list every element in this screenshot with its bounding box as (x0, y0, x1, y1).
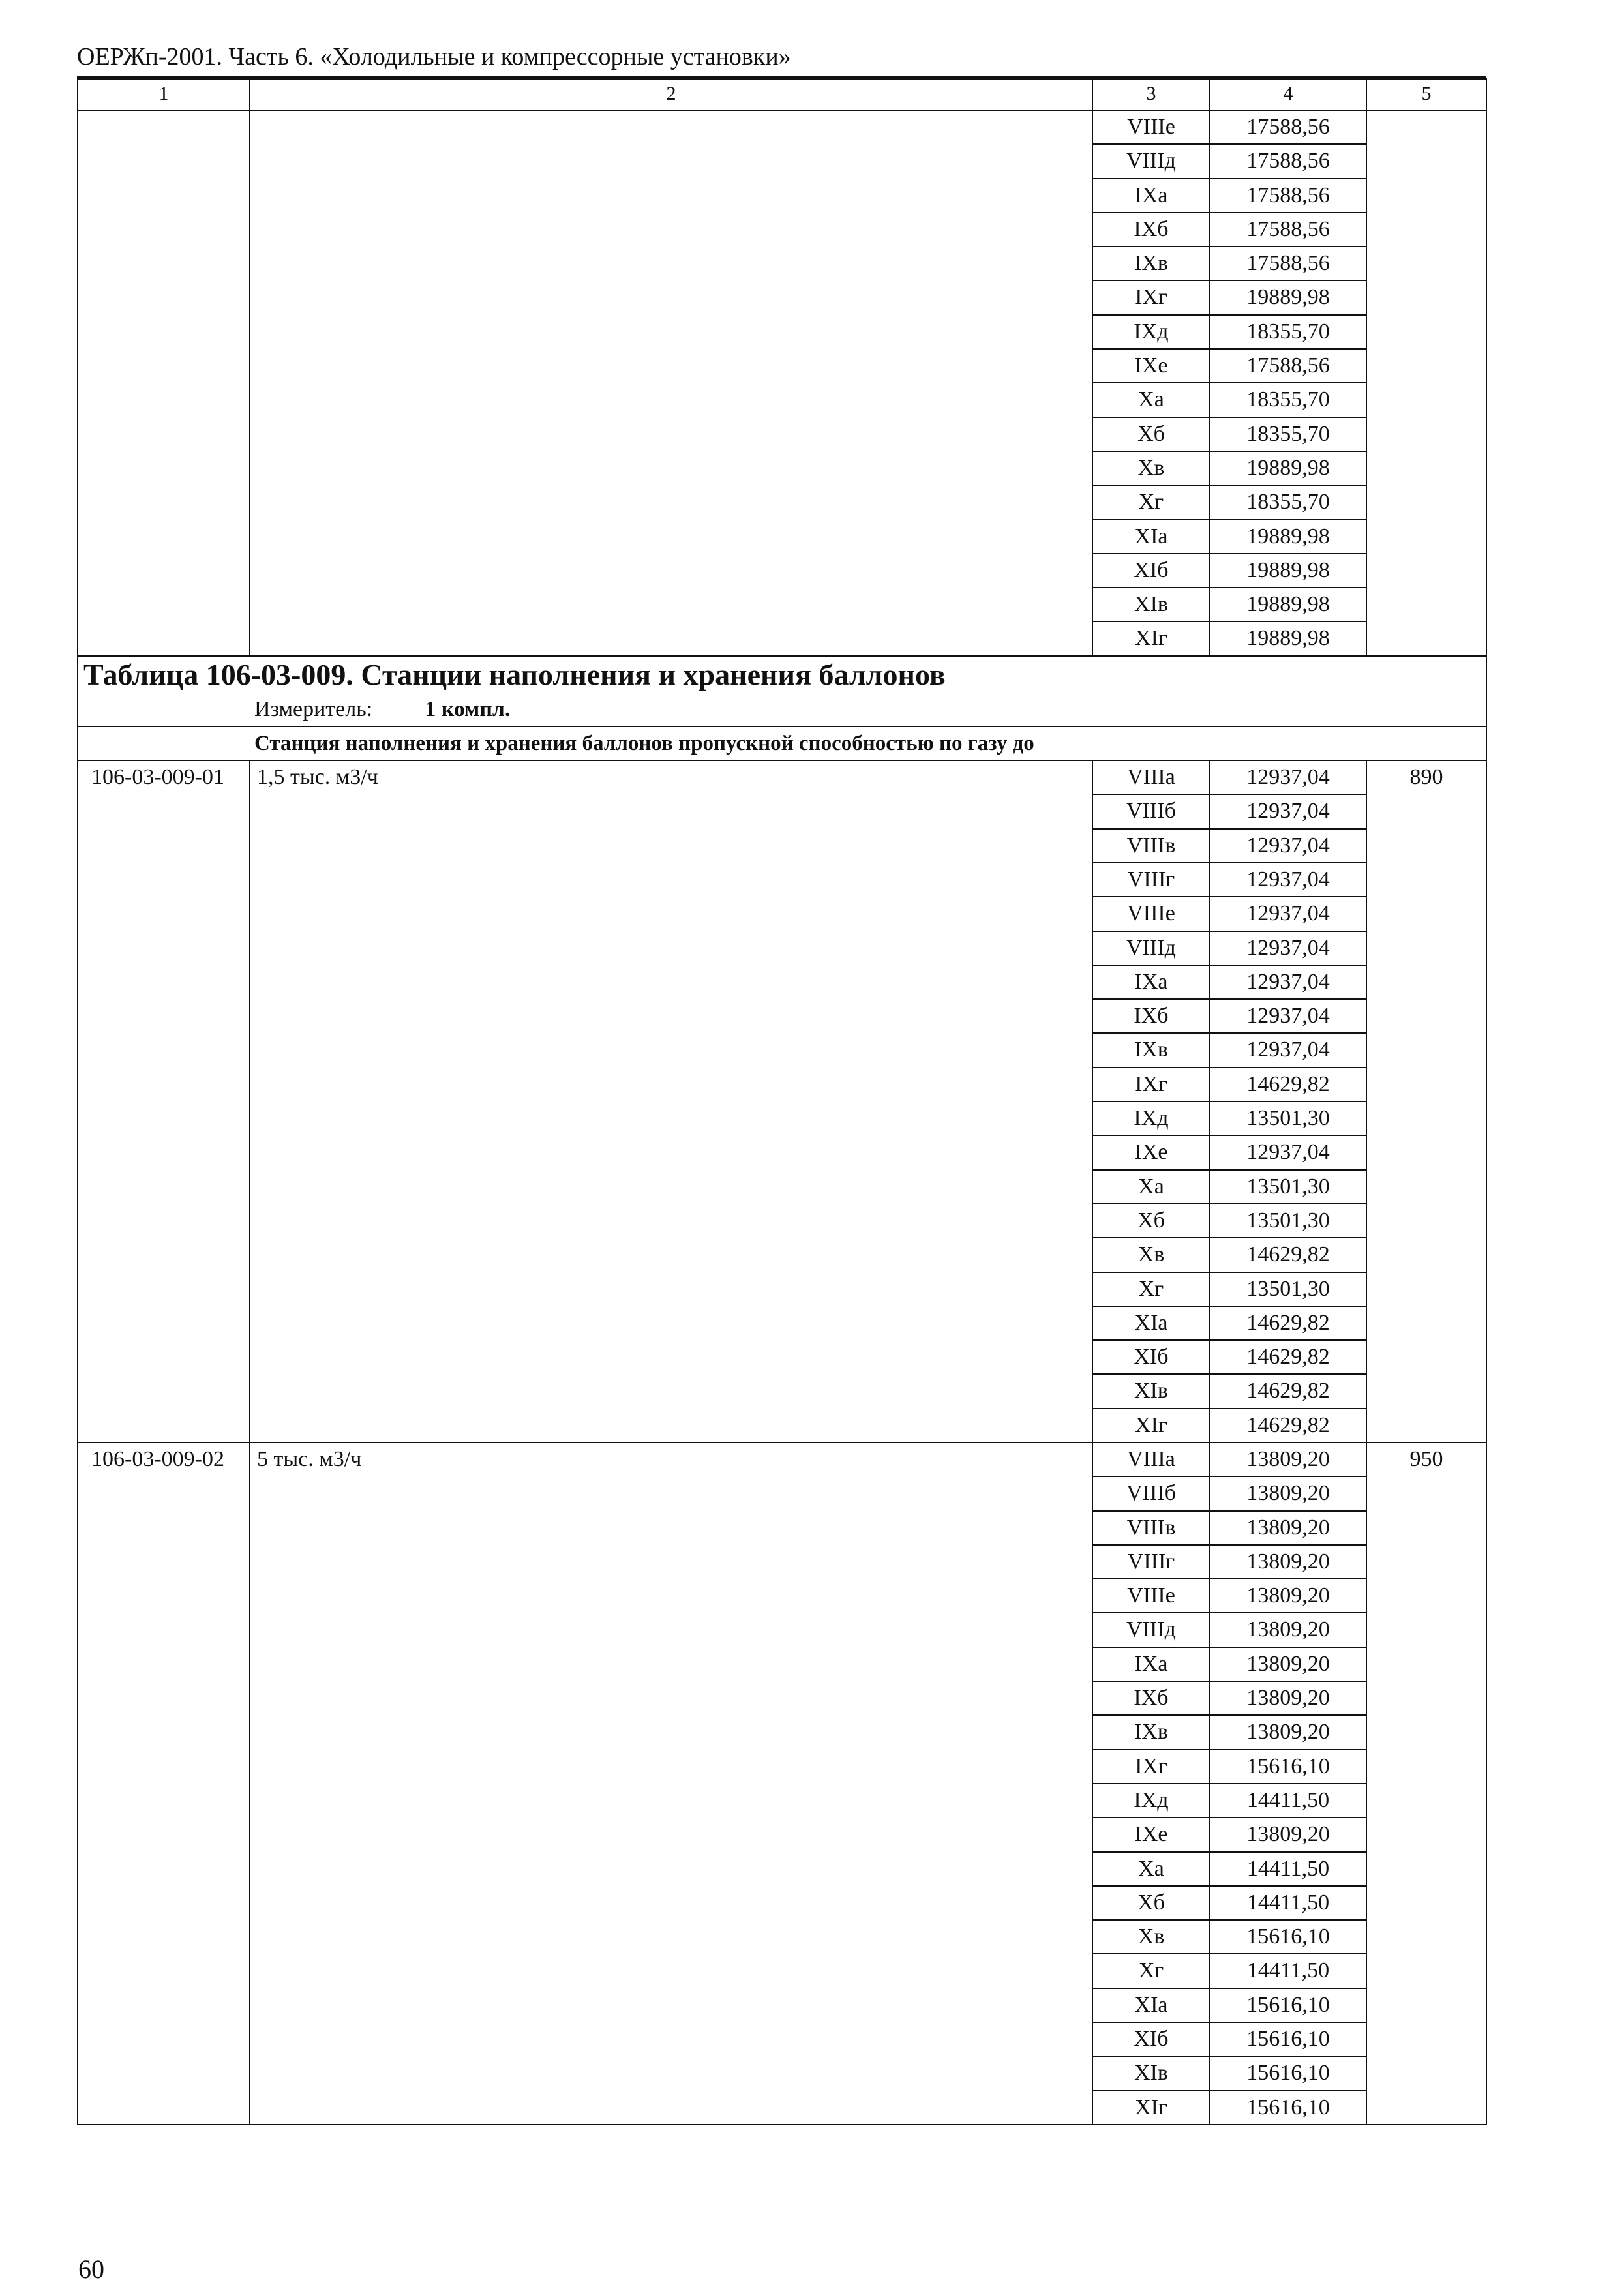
unit-price: 12937,04 (1210, 829, 1366, 863)
territorial-zone: VIIIе (1092, 1579, 1210, 1613)
unit-price: 12937,04 (1210, 897, 1366, 931)
territorial-zone: IXе (1092, 1818, 1210, 1851)
territorial-zone: Xа (1092, 383, 1210, 417)
territorial-zone: IXд (1092, 315, 1210, 349)
unit-price: 15616,10 (1210, 2022, 1366, 2056)
table-title: Таблица 106-03-009. Станции наполнения и хранения баллонов (78, 656, 1486, 693)
territorial-zone: VIIIв (1092, 829, 1210, 863)
page-number: 60 (78, 2254, 104, 2284)
page-header: ОЕРЖп-2001. Часть 6. «Холодильные и компрессорные установки» (77, 43, 791, 70)
territorial-zone: IXа (1092, 1647, 1210, 1681)
territorial-zone: IXв (1092, 247, 1210, 280)
territorial-zone: VIIIд (1092, 1613, 1210, 1647)
unit-price: 14411,50 (1210, 1852, 1366, 1886)
unit-price: 13501,30 (1210, 1170, 1366, 1204)
measure-cell (78, 693, 1486, 726)
territorial-zone: Xв (1092, 1920, 1210, 1954)
unit-price: 13809,20 (1210, 1681, 1366, 1715)
territorial-zone: Xб (1092, 417, 1210, 451)
unit-price: 17588,56 (1210, 213, 1366, 247)
unit-price: 19889,98 (1210, 588, 1366, 621)
territorial-zone: VIIIа (1092, 1443, 1210, 1476)
unit-price: 12937,04 (1210, 931, 1366, 965)
column-number-1: 1 (78, 79, 250, 110)
unit-price: 13809,20 (1210, 1511, 1366, 1545)
territorial-zone: IXе (1092, 1135, 1210, 1169)
table-row (78, 110, 1486, 144)
unit-price: 14629,82 (1210, 1238, 1366, 1272)
unit-price: 14411,50 (1210, 1784, 1366, 1818)
unit-price: 18355,70 (1210, 417, 1366, 451)
territorial-zone: IXе (1092, 349, 1210, 383)
section-subheading: Станция наполнения и хранения баллонов пропускной способностью по газу до (78, 726, 1486, 760)
territorial-zone: XIв (1092, 1374, 1210, 1408)
table-row (78, 1443, 1486, 1476)
table-title-row (78, 656, 1486, 693)
measure-row (78, 693, 1486, 726)
column-number-2: 2 (250, 79, 1092, 110)
unit-price: 15616,10 (1210, 2056, 1366, 2090)
table-row (78, 760, 1486, 794)
territorial-zone: VIIIб (1092, 1476, 1210, 1510)
territorial-zone: XIб (1092, 554, 1210, 588)
territorial-zone: XIа (1092, 1306, 1210, 1340)
unit-price: 12937,04 (1210, 794, 1366, 828)
unit-price: 18355,70 (1210, 315, 1366, 349)
unit-price: 14629,82 (1210, 1409, 1366, 1443)
territorial-zone: IXг (1092, 280, 1210, 314)
unit-price: 17588,56 (1210, 179, 1366, 213)
territorial-zone: Xг (1092, 485, 1210, 519)
unit-price: 13501,30 (1210, 1272, 1366, 1306)
territorial-zone: Xг (1092, 1272, 1210, 1306)
territorial-zone: Xв (1092, 451, 1210, 485)
territorial-zone: XIг (1092, 621, 1210, 655)
territorial-zone: Xб (1092, 1886, 1210, 1920)
territorial-zone: IXа (1092, 179, 1210, 213)
header-rule (77, 76, 1486, 78)
labor-cost: 890 (1366, 760, 1486, 1443)
territorial-zone: IXв (1092, 1033, 1210, 1067)
unit-price: 14629,82 (1210, 1374, 1366, 1408)
territorial-zone: VIIIе (1092, 110, 1210, 144)
territorial-zone: XIб (1092, 1340, 1210, 1374)
item-code-cell (78, 110, 250, 656)
territorial-zone: VIIIд (1092, 931, 1210, 965)
unit-price: 19889,98 (1210, 621, 1366, 655)
territorial-zone: IXб (1092, 213, 1210, 247)
territorial-zone: IXд (1092, 1101, 1210, 1135)
unit-price: 13809,20 (1210, 1579, 1366, 1613)
territorial-zone: IXб (1092, 1681, 1210, 1715)
territorial-zone: IXд (1092, 1784, 1210, 1818)
unit-price: 15616,10 (1210, 1988, 1366, 2022)
unit-price: 17588,56 (1210, 144, 1366, 178)
territorial-zone: Xа (1092, 1852, 1210, 1886)
territorial-zone: XIг (1092, 1409, 1210, 1443)
unit-price: 15616,10 (1210, 1920, 1366, 1954)
unit-price: 19889,98 (1210, 280, 1366, 314)
column-number-5: 5 (1366, 79, 1486, 110)
unit-price: 13809,20 (1210, 1613, 1366, 1647)
unit-price: 12937,04 (1210, 863, 1366, 897)
unit-price: 17588,56 (1210, 247, 1366, 280)
unit-price: 13809,20 (1210, 1545, 1366, 1579)
territorial-zone: VIIIа (1092, 760, 1210, 794)
territorial-zone: VIIIб (1092, 794, 1210, 828)
item-name-cell (250, 110, 1092, 656)
measure-value: 1 компл. (425, 696, 511, 721)
unit-price: 18355,70 (1210, 383, 1366, 417)
territorial-zone: XIг (1092, 2091, 1210, 2125)
column-number-row (78, 79, 1486, 110)
territorial-zone: VIIIв (1092, 1511, 1210, 1545)
price-table-body (78, 79, 1486, 2125)
territorial-zone: IXг (1092, 1750, 1210, 1784)
territorial-zone: VIIIг (1092, 863, 1210, 897)
unit-price: 19889,98 (1210, 554, 1366, 588)
unit-price: 13809,20 (1210, 1476, 1366, 1510)
territorial-zone: Xа (1092, 1170, 1210, 1204)
item-name: 1,5 тыс. м3/ч (250, 760, 1092, 1443)
subheading-row (78, 726, 1486, 760)
unit-price: 13809,20 (1210, 1715, 1366, 1749)
unit-price: 12937,04 (1210, 1033, 1366, 1067)
unit-price: 14629,82 (1210, 1340, 1366, 1374)
item-code: 106-03-009-01 (78, 760, 250, 1443)
territorial-zone: IXб (1092, 999, 1210, 1033)
unit-price: 17588,56 (1210, 349, 1366, 383)
labor-cost: 950 (1366, 1443, 1486, 2125)
unit-price: 15616,10 (1210, 1750, 1366, 1784)
territorial-zone: IXа (1092, 965, 1210, 999)
unit-price: 17588,56 (1210, 110, 1366, 144)
territorial-zone: XIв (1092, 588, 1210, 621)
unit-price: 14411,50 (1210, 1954, 1366, 1988)
unit-price: 12937,04 (1210, 760, 1366, 794)
territorial-zone: VIIIе (1092, 897, 1210, 931)
price-table (77, 78, 1487, 2125)
unit-price: 13501,30 (1210, 1101, 1366, 1135)
item-name: 5 тыс. м3/ч (250, 1443, 1092, 2125)
territorial-zone: XIб (1092, 2022, 1210, 2056)
item-code: 106-03-009-02 (78, 1443, 250, 2125)
territorial-zone: IXв (1092, 1715, 1210, 1749)
territorial-zone: VIIIг (1092, 1545, 1210, 1579)
column-number-4: 4 (1210, 79, 1366, 110)
territorial-zone: Xб (1092, 1204, 1210, 1238)
territorial-zone: XIа (1092, 1988, 1210, 2022)
territorial-zone: Xг (1092, 1954, 1210, 1988)
unit-price: 13501,30 (1210, 1204, 1366, 1238)
unit-price: 13809,20 (1210, 1647, 1366, 1681)
labor-cost-cell (1366, 110, 1486, 656)
unit-price: 18355,70 (1210, 485, 1366, 519)
territorial-zone: VIIIд (1092, 144, 1210, 178)
territorial-zone: XIа (1092, 520, 1210, 554)
unit-price: 12937,04 (1210, 1135, 1366, 1169)
unit-price: 12937,04 (1210, 965, 1366, 999)
column-number-3: 3 (1092, 79, 1210, 110)
territorial-zone: XIв (1092, 2056, 1210, 2090)
unit-price: 14629,82 (1210, 1306, 1366, 1340)
measure-label: Измеритель: (254, 696, 373, 721)
unit-price: 19889,98 (1210, 451, 1366, 485)
unit-price: 19889,98 (1210, 520, 1366, 554)
territorial-zone: IXг (1092, 1068, 1210, 1101)
unit-price: 12937,04 (1210, 999, 1366, 1033)
unit-price: 13809,20 (1210, 1818, 1366, 1851)
unit-price: 14629,82 (1210, 1068, 1366, 1101)
unit-price: 15616,10 (1210, 2091, 1366, 2125)
unit-price: 13809,20 (1210, 1443, 1366, 1476)
unit-price: 14411,50 (1210, 1886, 1366, 1920)
territorial-zone: Xв (1092, 1238, 1210, 1272)
